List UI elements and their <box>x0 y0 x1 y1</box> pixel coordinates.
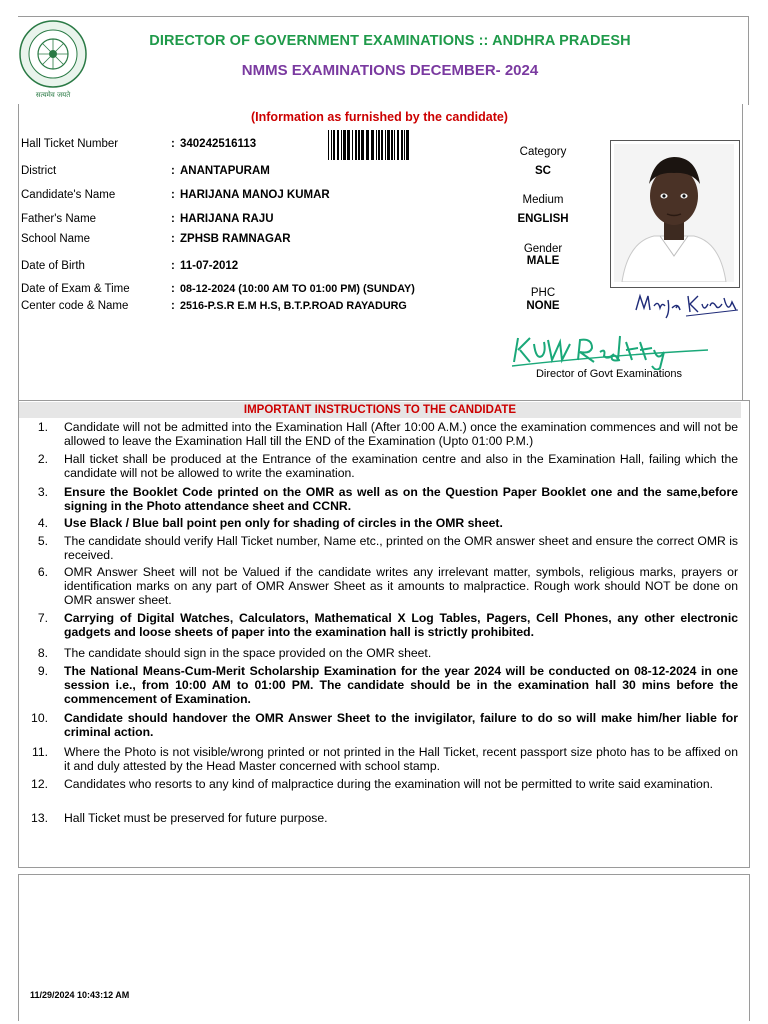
dob-value: 11-07-2012 <box>180 260 239 272</box>
barcode-bar <box>385 130 386 160</box>
barcode-bar <box>333 130 335 160</box>
barcode-bar <box>397 130 399 160</box>
instruction-text: Ensure the Booklet Code printed on the OMR as well as on the Question Paper Booklet one and the same,before signing in the Photo attendance sheet and CCNR. <box>64 485 738 513</box>
field-colon: : <box>171 233 175 245</box>
field-colon: : <box>171 260 175 272</box>
instruction-text: OMR Answer Sheet will not be Valued if the candidate writes any irrelevant matter, symbols, religious marks, prayers or identification marks on any part of OMR Answer Sheet as it amounts to malpractice. Rough work should NOT be done on OMR answer sheet. <box>64 565 738 607</box>
instruction-number: 12. <box>31 777 48 791</box>
dob-label: Date of Birth <box>21 260 85 272</box>
medium-label: Medium <box>522 194 564 206</box>
instruction-number: 7. <box>37 611 48 625</box>
instruction-text: Hall ticket shall be produced at the Entrance of the examination centre and also in the Examination Hall, failing which the candidate will not be allowed to write the examination. <box>64 452 738 480</box>
instructions-heading: IMPORTANT INSTRUCTIONS TO THE CANDIDATE <box>19 402 741 418</box>
phc-label: PHC <box>530 287 556 299</box>
instruction-number: 5. <box>37 534 48 548</box>
state-emblem-icon <box>18 16 88 102</box>
exam-title: NMMS EXAMINATIONS DECEMBER- 2024 <box>241 62 539 79</box>
field-colon: : <box>171 283 175 295</box>
instruction-number: 3. <box>37 485 48 499</box>
barcode-bar <box>328 130 329 160</box>
instruction-text: Candidate will not be admitted into the Examination Hall (After 10:00 A.M.) once the examination commences and will not be allowed to leave the Examination Hall till the END of the Examination (Upto 01:00 P.M.) <box>64 420 738 448</box>
instruction-text: Hall Ticket must be preserved for future purpose. <box>64 811 328 825</box>
field-colon: : <box>171 213 175 225</box>
hall-ticket-value: 340242516113 <box>180 138 257 150</box>
header-frame <box>18 16 749 105</box>
director-caption: Director of Govt Examinations <box>535 368 683 380</box>
barcode-bar <box>341 130 342 160</box>
barcode-bar <box>378 130 380 160</box>
exam-datetime-value: 08-12-2024 (10:00 AM TO 01:00 PM) (SUNDAY) <box>180 283 415 295</box>
barcode-bar <box>404 130 405 160</box>
school-name-label: School Name <box>21 233 91 245</box>
instruction-text: Candidates who resorts to any kind of malpractice during the examination will not be permitted to write said examination. <box>64 777 713 791</box>
candidate-photo <box>614 144 734 282</box>
center-label: Center code & Name <box>21 300 129 312</box>
phc-value: NONE <box>526 300 560 312</box>
instruction-text: The candidate should sign in the space provided on the OMR sheet. <box>64 646 432 660</box>
hall-ticket-label: Hall Ticket Number <box>21 138 119 150</box>
candidate-name-value: HARIJANA MANOJ KUMAR <box>180 189 330 201</box>
field-colon: : <box>171 165 175 177</box>
info-caption: (Information as furnished by the candidate) <box>251 110 508 124</box>
center-value: 2516-P.S.R E.M H.S, B.T.P.ROAD RAYADURG <box>180 300 407 312</box>
father-name-value: HARIJANA RAJU <box>180 213 274 225</box>
director-signature <box>508 330 718 370</box>
barcode-bar <box>381 130 383 160</box>
instruction-text: Where the Photo is not visible/wrong printed or not printed in the Hall Ticket, recent passport size photo has to be affixed on it and duly attested by the Head Master concerned with school stamp. <box>64 745 738 773</box>
hall-ticket-barcode <box>328 130 460 160</box>
barcode-bar <box>394 130 395 160</box>
instruction-number: 2. <box>37 452 48 466</box>
instruction-text: The National Means-Cum-Merit Scholarship Examination for the year 2024 will be conducted on 08-12-2024 in one session i.e., from 10:00 AM to 01:00 PM. The candidate should be in the examination hall 30 mins before the commencement of Examination. <box>64 664 738 706</box>
instruction-number: 8. <box>37 646 48 660</box>
barcode-bar <box>347 130 350 160</box>
barcode-bar <box>331 130 332 160</box>
instruction-text: Carrying of Digital Watches, Calculators, Mathematical X Log Tables, Pagers, Cell Phones, any other electronic gadgets and loose sheets of paper into the examination hall is strictly prohibited. <box>64 611 738 639</box>
barcode-bar <box>406 130 409 160</box>
field-colon: : <box>171 138 175 150</box>
category-label: Category <box>519 146 567 158</box>
candidate-name-label: Candidate's Name <box>21 189 116 201</box>
barcode-bar <box>361 130 364 160</box>
barcode-bar <box>376 130 377 160</box>
district-value: ANANTAPURAM <box>180 165 270 177</box>
print-timestamp: 11/29/2024 10:43:12 AM <box>30 990 130 1000</box>
instruction-number: 13. <box>31 811 48 825</box>
gender-label: Gender <box>523 243 563 255</box>
father-name-label: Father's Name <box>21 213 97 225</box>
barcode-bar <box>352 130 353 160</box>
medium-value: ENGLISH <box>517 213 569 225</box>
instruction-number: 6. <box>37 565 48 579</box>
barcode-bar <box>371 130 374 160</box>
school-name-value: ZPHSB RAMNAGAR <box>180 233 291 245</box>
instruction-number: 4. <box>37 516 48 530</box>
emblem-motto: सत्यमेव जयते <box>35 91 71 99</box>
barcode-bar <box>355 130 357 160</box>
field-colon: : <box>171 189 175 201</box>
exam-datetime-label: Date of Exam & Time <box>21 283 130 295</box>
field-colon: : <box>171 300 175 312</box>
department-title: DIRECTOR OF GOVERNMENT EXAMINATIONS :: ANDHRA PRADESH <box>149 33 631 49</box>
instruction-number: 1. <box>37 420 48 434</box>
instruction-number: 10. <box>31 711 48 725</box>
barcode-bar <box>391 130 393 160</box>
barcode-bar <box>401 130 403 160</box>
category-value: SC <box>535 165 551 177</box>
barcode-bar <box>343 130 346 160</box>
instruction-number: 11. <box>31 745 48 759</box>
candidate-signature <box>632 288 742 324</box>
instruction-text: Candidate should handover the OMR Answer Sheet to the invigilator, failure to do so will make him/her liable for criminal action. <box>64 711 738 739</box>
instruction-text: Use Black / Blue ball point pen only for shading of circles in the OMR sheet. <box>64 516 503 530</box>
barcode-bar <box>387 130 390 160</box>
barcode-bar <box>358 130 360 160</box>
barcode-bar <box>337 130 339 160</box>
district-label: District <box>21 165 57 177</box>
instruction-number: 9. <box>37 664 48 678</box>
instruction-text: The candidate should verify Hall Ticket number, Name etc., printed on the OMR answer sheet and ensure the correct OMR is received. <box>64 534 738 562</box>
gender-value: MALE <box>526 255 560 267</box>
barcode-bar <box>366 130 369 160</box>
